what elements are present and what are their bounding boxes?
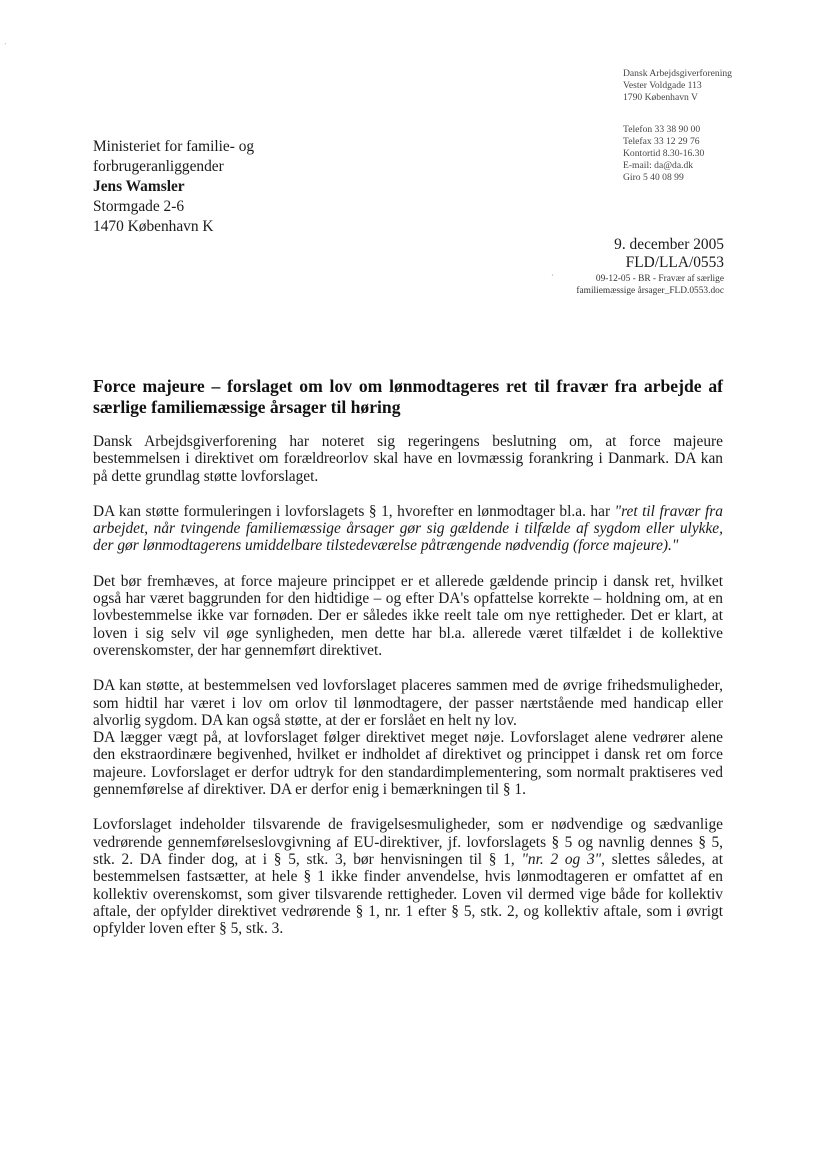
recipient-street: Stormgade 2-6 (93, 198, 185, 215)
recipient-name: Jens Wamsler (93, 178, 185, 195)
doc-line2: familiemæssige årsager_FLD.0553.doc (576, 285, 724, 296)
sender-phone: Telefon 33 38 90 00 (623, 124, 701, 135)
sender-giro: Giro 5 40 08 99 (623, 172, 684, 183)
paragraph-5: DA lægger vægt på, at lovforslaget følger direktivet meget nøje. Lovforslaget alene vedrører alene den ekstraordinære begivenhed, hvilket er indholdet af direktivet og princippet i dansk ret om force majeure. Lovforslaget er derfor udtryk for den standardimplementering, som normalt praktiseres ved gennemførelse af direktiver. DA er derfor enig i bemærkningen til § 1. (93, 729, 723, 799)
paragraph-2-text: DA kan støtte formuleringen i lovforslagets § 1, hvorefter en lønmodtager bl.a. har (93, 502, 615, 520)
recipient-block (93, 137, 413, 237)
paragraph-6-text-a: Lovforslaget indeholder tilsvarende de fravigelsesmuligheder, som er nødvendige og sædvanlige vedrørende gennemførelseslovgivning af EU-direktiver, jf. lovforslagets § 5 og navnlig dennes § 5, stk. 2. DA finder dog, at i § 5, stk. 3, bør henvisningen til § 1, (93, 816, 723, 868)
doc-line1: 09-12-05 - BR - Fravær af særlige (595, 274, 724, 284)
letter-body (93, 433, 723, 955)
document-filename (576, 274, 724, 297)
margin-dot: · (551, 271, 554, 280)
recipient-city: 1470 København K (93, 218, 214, 235)
letter-meta (614, 236, 724, 272)
paragraph-6-quote: "nr. 2 og 3" (521, 850, 602, 868)
sender-org: Dansk Arbejdsgiverforening (623, 68, 732, 79)
sender-street: Vester Voldgade 113 (623, 80, 702, 91)
scan-mark: ˊ (4, 42, 7, 51)
paragraph-1: Dansk Arbejdsgiverforening har noteret sig regeringens beslutning om, at force majeure bestemmelsen i direktivet om forældreorlov skal have en lovmæssig forankring i Danmark. DA kan på dette grundlag støtte lovforslaget. (93, 433, 723, 485)
recipient-org-line2: forbrugeranliggender (93, 158, 224, 175)
paragraph-2-quote: "ret til fravær fra arbejdet, når tvingende familiemæssige årsager gør sig gældende i tilfælde af sygdom eller ulykke, der gør lønmodtagerens umiddelbare tilstedeværelse påtrængende nødvendig (force majeure)." (93, 502, 723, 555)
paragraph-2 (93, 503, 723, 555)
sender-block (623, 68, 823, 184)
paragraph-3: Det bør fremhæves, at force majeure princippet er et allerede gældende princip i dansk ret, hvilket også har været baggrunden for den hidtidige – og efter DA's opfattelse korrekte – holdning om, at en lovbestemmelse ikke var fornøden. Der er således ikke reelt tale om nye rettigheder. Det er klart, at loven i sig selv vil øge synligheden, men dette har bl.a. allerede været tilfældet i de kollektive overenskomster, der har gennemført direktivet. (93, 572, 723, 659)
recipient-org-line1: Ministeriet for familie- og (93, 138, 255, 155)
sender-city: 1790 København V (623, 92, 698, 103)
paragraph-4: DA kan støtte, at bestemmelsen ved lovforslaget placeres sammen med de øvrige frihedsmuligheder, som hidtil har været i lov om orlov til lønmodtagere, der passer nærtstående med handicap eller alvorlig sygdom. DA kan også støtte, at der er forslået en helt ny lov. (93, 677, 723, 729)
paragraph-6-text-b: , slettes således, at bestemmelsen fastsætter, at hele § 1 ikke finder anvendelse, hvis lønmodtageren er omfattet af en kollektiv overenskomst, som giver tilsvarende rettigheder. Loven vil dermed vige både for kollektiv aftale, der opfylder direktivet vedrørende § 1, nr. 1 efter § 5, stk. 2, og kollektiv aftale, som i øvrigt opfylder loven efter § 5, stk. 3. (93, 850, 723, 938)
sender-fax: Telefax 33 12 29 76 (623, 136, 700, 147)
letter-date: 9. december 2005 (614, 236, 724, 253)
paragraph-6 (93, 816, 723, 937)
letter-title: Force majeure – forslaget om lov om lønmodtageres ret til fravær fra arbejde af særlige familiemæssige årsager til høring (93, 376, 723, 417)
sender-email: E-mail: da@da.dk (623, 160, 694, 171)
sender-hours: Kontortid 8.30-16.30 (623, 148, 705, 159)
letter-reference: FLD/LLA/0553 (625, 254, 724, 271)
